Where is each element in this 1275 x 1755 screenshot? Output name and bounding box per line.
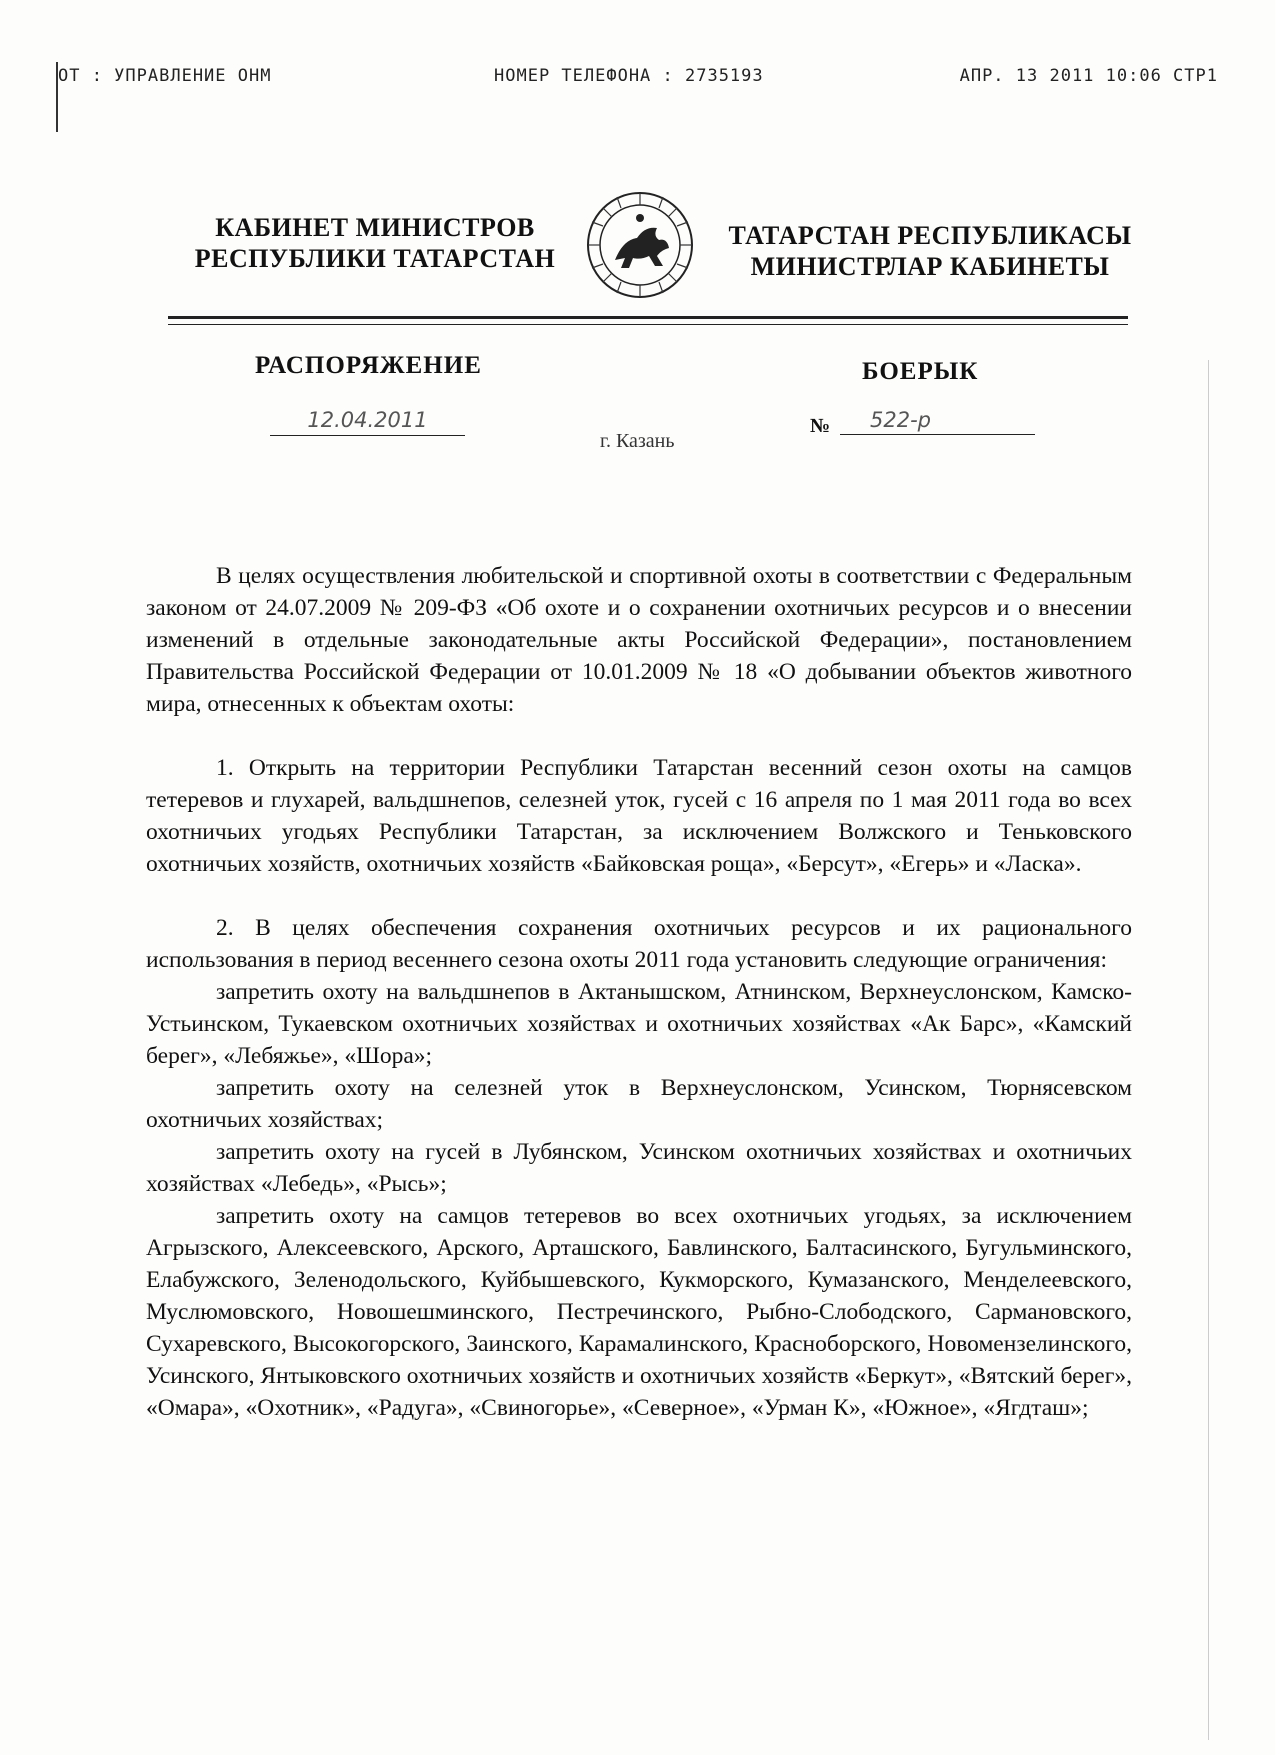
preamble-paragraph: В целях осуществления любительской и спортивной охоты в соответствии с Федеральным законом от 24.07.2009 № 209-ФЗ «Об охоте и о сохранении охотничьих ресурсов и о внесении изменений в отдельные законодательные акты Российской Федерации», постановлением Правительства Российской Федерации от 10.01.2009 № 18 «О добывании объектов животного мира, отнесенных к объектам охоты:	[146, 563, 1132, 717]
item-2c-paragraph: запретить охоту на гусей в Лубянском, Усинском охотничьих хозяйствах и охотничьих хозяйствах «Лебедь», «Рысь»;	[146, 1139, 1132, 1197]
letterhead-tatar	[720, 220, 1140, 282]
fax-phone: НОМЕР ТЕЛЕФОНА : 2735193	[494, 66, 764, 86]
item-2b-paragraph: запретить охоту на селезней уток в Верхнеуслонском, Усинском, Тюрнясевском охотничьих хозяйствах;	[146, 1075, 1132, 1133]
letterhead-right-line2: МИНИСТРЛАР КАБИНЕТЫ	[750, 252, 1110, 281]
item-2a-paragraph: запретить охоту на вальдшнепов в Актанышском, Атнинском, Верхнеуслонском, Камско-Устьинском, Тукаевском охотничьих хозяйствах и охотничьих хозяйствах «Ак Барс», «Камский берег», «Лебяжье», «Шора»;	[146, 979, 1132, 1069]
doc-type-russian: РАСПОРЯЖЕНИЕ	[255, 352, 482, 379]
scan-edge-line	[1208, 360, 1209, 1740]
letterhead-divider	[168, 316, 1128, 325]
document-number: 522-р	[840, 405, 1035, 435]
letterhead-russian	[190, 212, 560, 274]
document-city: г. Казань	[600, 430, 675, 452]
item-1-paragraph: 1. Открыть на территории Республики Татарстан весенний сезон охоты на самцов тетеревов и глухарей, вальдшнепов, селезней уток, гусей с 16 апреля по 1 мая 2011 года во всех охотничьих угодьях Республики Татарстан, за исключением Волжского и Теньковского охотничьих хозяйств, охотничьих хозяйств «Байковская роща», «Берсут», «Егерь» и «Ласка».	[146, 755, 1132, 877]
fax-sender: ОТ : УПРАВЛЕНИЕ ОНМ	[58, 66, 272, 86]
doc-type-tatar: БОЕРЫК	[862, 358, 979, 385]
item-2-paragraph: 2. В целях обеспечения сохранения охотничьих ресурсов и их рационального использования в период весеннего сезона охоты 2011 года установить следующие ограничения:	[146, 915, 1132, 973]
fax-header	[58, 66, 1218, 90]
item-2d-paragraph: запретить охоту на самцов тетеревов во всех охотничьих угодьях, за исключением Агрызского, Алексеевского, Арского, Арташского, Бавлинского, Балтасинского, Бугульминского, Елабужского, Зеленодольского, Куйбышевского, Кукморского, Кумазанского, Менделеевского, Муслюмовского, Новошешминского, Пестречинского, Рыбно-Слободского, Сармановского, Сухаревского, Высокогорского, Заинского, Карамалинского, Красноборского, Новомензелинского, Усинского, Янтыковского охотничьих хозяйств и охотничьих хозяйств «Беркут», «Вятский берег», «Омара», «Охотник», «Радуга», «Свиногорье», «Северное», «Урман К», «Южное», «Ягдташ»;	[146, 1203, 1132, 1421]
fax-datetime: АПР. 13 2011 10:06 СТР1	[959, 66, 1218, 86]
document-body	[146, 560, 1132, 1424]
document-date: 12.04.2011	[270, 405, 465, 436]
letterhead-left-line2: РЕСПУБЛИКИ ТАТАРСТАН	[194, 244, 556, 273]
letterhead-left-line1: КАБИНЕТ МИНИСТРОВ	[215, 213, 535, 242]
letterhead-right-line1: ТАТАРСТАН РЕСПУБЛИКАСЫ	[728, 221, 1132, 250]
letterhead	[0, 190, 1275, 310]
number-sign: №	[810, 415, 831, 437]
coat-of-arms-icon	[585, 190, 695, 300]
